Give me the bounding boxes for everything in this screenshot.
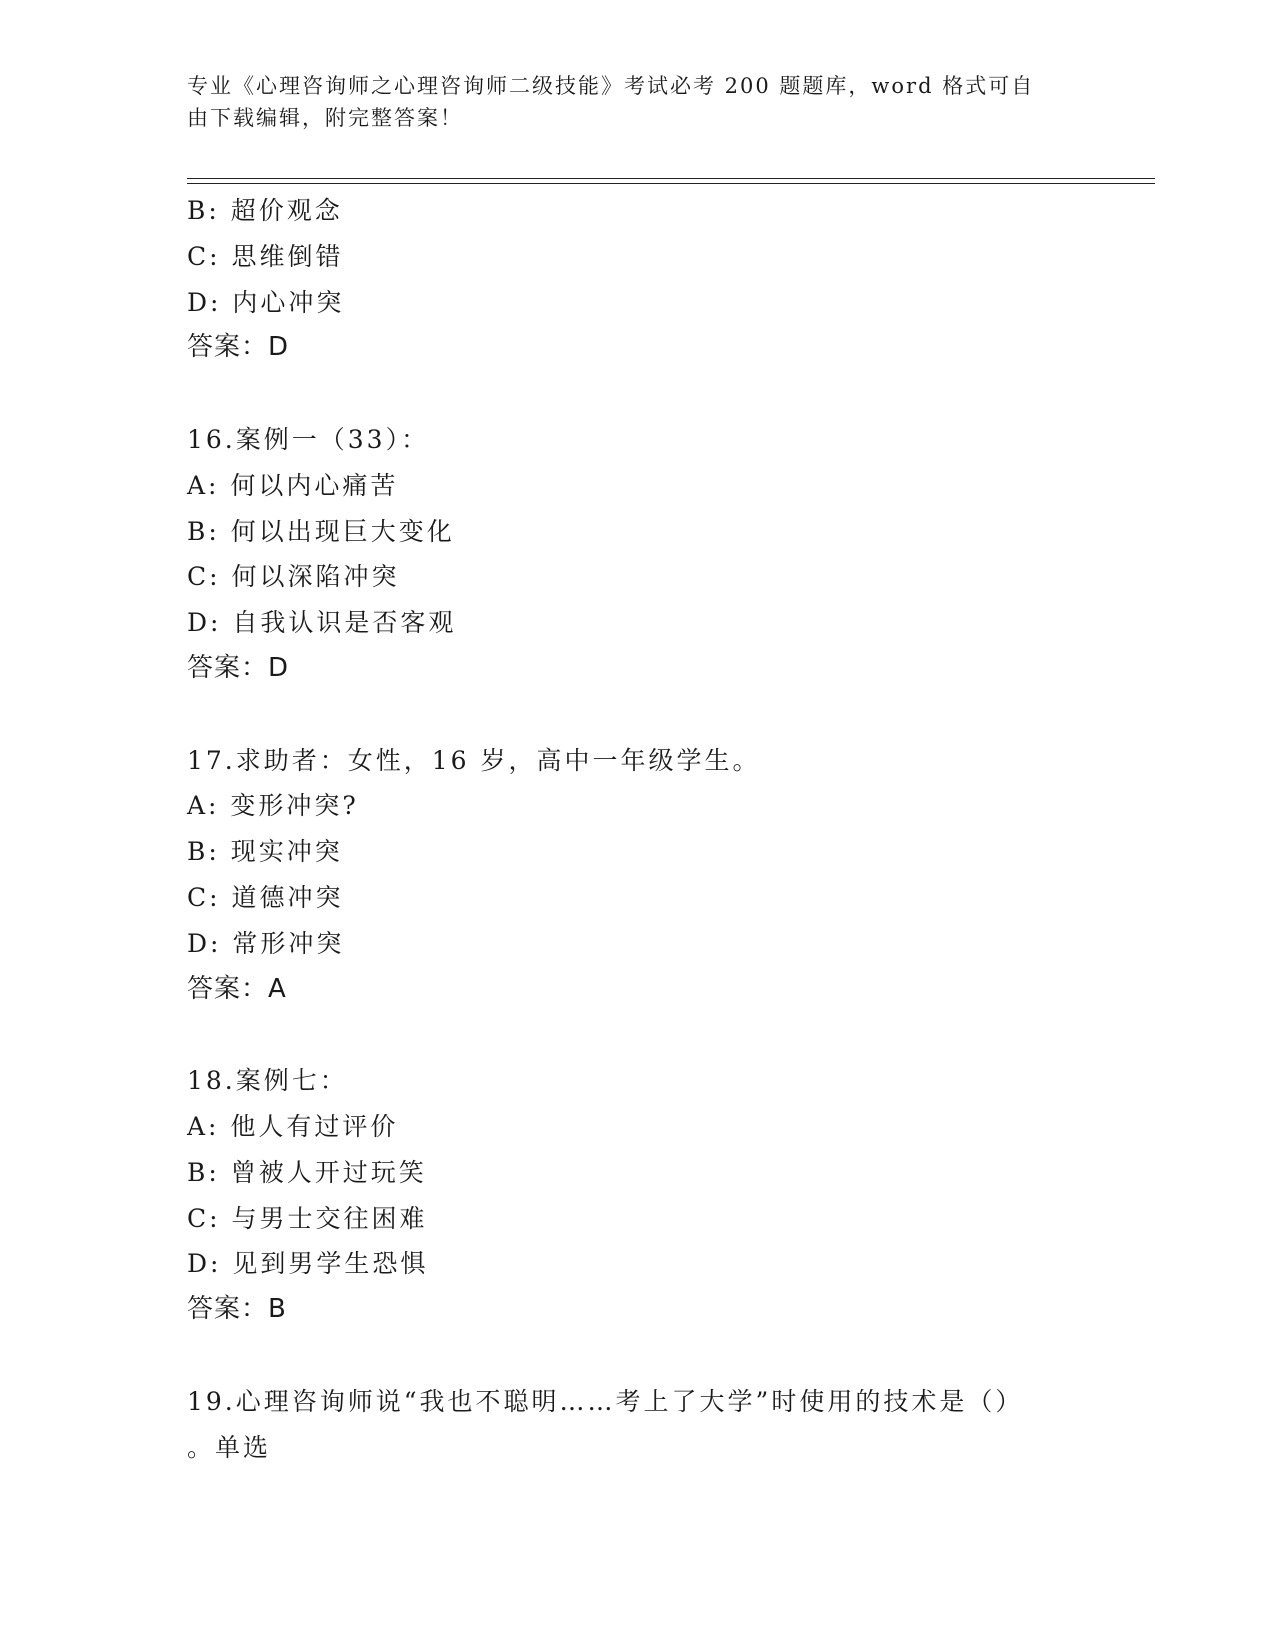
- option-c: C: 何以深陷冲突: [187, 562, 400, 592]
- option-b: B: 曾被人开过玩笑: [187, 1157, 427, 1187]
- question-19: [187, 1379, 1087, 1471]
- question-16: [187, 417, 1087, 692]
- option-d: D: 自我认识是否客观: [187, 608, 457, 638]
- answer-line: 答案：B: [187, 1294, 287, 1325]
- option-a: A: 他人有过评价: [187, 1111, 399, 1141]
- option-d: D: 内心冲突: [187, 287, 345, 317]
- option-d: D: 见到男学生恐惧: [187, 1249, 429, 1279]
- answer-line: 答案：A: [187, 973, 287, 1004]
- question-stem: 16.案例一（33）：: [187, 424, 430, 454]
- option-c: C: 与男士交往困难: [187, 1203, 428, 1233]
- header-line-1: 专业《心理咨询师之心理咨询师二级技能》考试必考 200 题题库，word 格式可自: [187, 74, 1035, 98]
- option-a: A: 变形冲突?: [187, 791, 359, 821]
- option-b: B: 超价观念: [187, 196, 343, 225]
- option-d: D: 常形冲突: [187, 928, 345, 958]
- header-divider-top: [187, 178, 1155, 179]
- option-c: C: 思维倒错: [187, 241, 344, 271]
- question-stem-line-2: 。单选: [187, 1432, 272, 1462]
- question-stem: 17.求助者：女性，16 岁，高中一年级学生。: [187, 745, 761, 775]
- header-line-2: 由下载编辑，附完整答案！: [187, 106, 463, 130]
- answer-line: 答案：D: [187, 652, 290, 683]
- option-a: A: 何以内心痛苦: [187, 470, 399, 500]
- option-c: C: 道德冲突: [187, 882, 344, 912]
- answer-line: 答案：D: [187, 332, 290, 363]
- question-15-continued: [187, 188, 1087, 371]
- option-b: B: 何以出现巨大变化: [187, 516, 455, 546]
- question-17: [187, 738, 1087, 1013]
- question-18: [187, 1058, 1087, 1333]
- question-stem-line-1: 19.心理咨询师说“我也不聪明……考上了大学”时使用的技术是（）: [187, 1386, 1024, 1416]
- document-header: [187, 70, 1067, 134]
- option-b: B: 现实冲突: [187, 837, 343, 867]
- question-list: [187, 188, 1087, 1470]
- question-stem: 18.案例七：: [187, 1066, 348, 1096]
- header-divider-bottom: [187, 183, 1155, 184]
